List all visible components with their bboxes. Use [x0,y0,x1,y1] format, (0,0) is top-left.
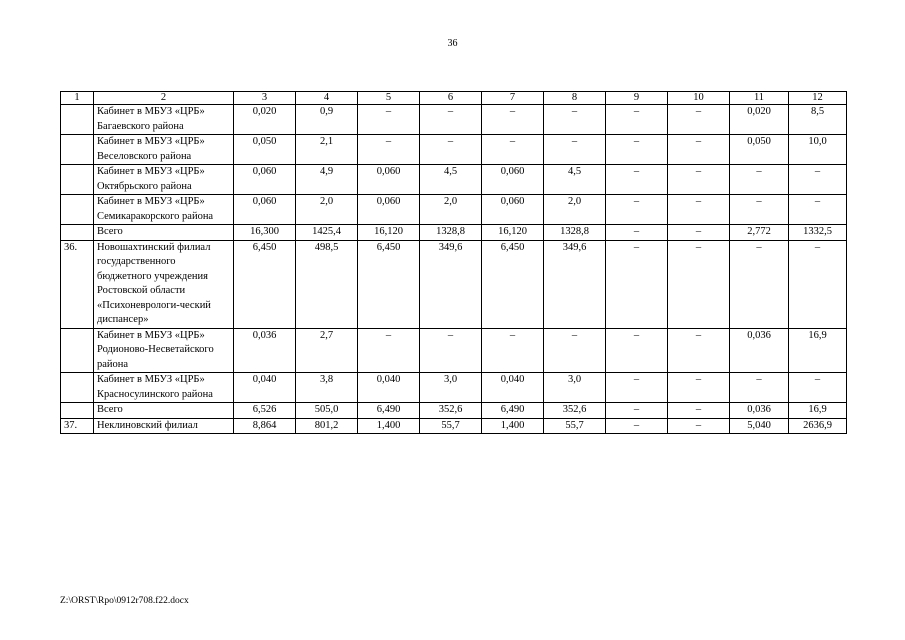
value-cell: – [358,135,420,165]
value-cell: 0,060 [234,195,296,225]
value-cell: 55,7 [420,418,482,434]
row-number-cell [61,195,94,225]
value-cell: 6,526 [234,403,296,419]
header-cell: 2 [94,92,234,105]
value-cell: – [606,195,668,225]
value-cell: – [606,328,668,373]
value-cell: 2,772 [730,225,789,241]
value-cell: – [668,225,730,241]
value-cell: 0,060 [358,195,420,225]
value-cell: – [482,135,544,165]
value-cell: – [358,105,420,135]
table-row [61,403,847,419]
value-cell: – [789,195,847,225]
value-cell: 4,5 [420,165,482,195]
institution-name-cell: Новошахтинский филиал государственного бюджетного учреждения Ростовской области «Психоневрологи-ческий диспансер» [94,240,234,328]
value-cell: – [606,105,668,135]
value-cell: 8,864 [234,418,296,434]
table-row [61,373,847,403]
value-cell: 2,7 [296,328,358,373]
value-cell: 1328,8 [544,225,606,241]
value-cell: 16,300 [234,225,296,241]
header-cell: 3 [234,92,296,105]
header-cell: 5 [358,92,420,105]
value-cell: 4,9 [296,165,358,195]
data-table [60,91,847,434]
value-cell: 0,060 [358,165,420,195]
value-cell: 1425,4 [296,225,358,241]
value-cell: 16,120 [482,225,544,241]
header-cell: 1 [61,92,94,105]
table-row [61,240,847,328]
row-number-cell [61,328,94,373]
value-cell: 6,490 [482,403,544,419]
value-cell: 349,6 [544,240,606,328]
value-cell: – [789,165,847,195]
value-cell: 2,1 [296,135,358,165]
institution-name-cell: Кабинет в МБУЗ «ЦРБ» Родионово-Несветайского района [94,328,234,373]
row-number-cell: 36. [61,240,94,328]
row-number-cell: 37. [61,418,94,434]
value-cell: – [420,105,482,135]
value-cell: 0,020 [234,105,296,135]
table-body [61,92,847,434]
value-cell: – [668,418,730,434]
header-cell: 10 [668,92,730,105]
page-number: 36 [447,38,458,49]
value-cell: 8,5 [789,105,847,135]
value-cell: 352,6 [420,403,482,419]
row-number-cell [61,373,94,403]
institution-name-cell: Всего [94,225,234,241]
value-cell: 6,450 [358,240,420,328]
value-cell: 0,040 [482,373,544,403]
value-cell: 505,0 [296,403,358,419]
header-cell: 4 [296,92,358,105]
value-cell: – [482,105,544,135]
value-cell: – [668,165,730,195]
value-cell: – [606,418,668,434]
table-row [61,105,847,135]
header-cell: 9 [606,92,668,105]
table-row [61,328,847,373]
header-cell: 6 [420,92,482,105]
value-cell: – [730,373,789,403]
institution-name-cell: Неклиновский филиал [94,418,234,434]
value-cell: 0,050 [234,135,296,165]
value-cell: – [668,195,730,225]
value-cell: 352,6 [544,403,606,419]
file-path-footer: Z:\ORST\Rpo\0912r708.f22.docx [60,596,189,606]
value-cell: 1332,5 [789,225,847,241]
value-cell: 1,400 [482,418,544,434]
value-cell: 3,0 [544,373,606,403]
value-cell: 4,5 [544,165,606,195]
value-cell: 5,040 [730,418,789,434]
table-row [61,165,847,195]
value-cell: – [668,240,730,328]
value-cell: 498,5 [296,240,358,328]
value-cell: 0,036 [234,328,296,373]
value-cell: 0,060 [482,165,544,195]
row-number-cell [61,403,94,419]
value-cell: – [606,240,668,328]
value-cell: 1328,8 [420,225,482,241]
row-number-cell [61,165,94,195]
value-cell: 16,9 [789,328,847,373]
value-cell: 0,050 [730,135,789,165]
value-cell: 0,040 [234,373,296,403]
table-row [61,225,847,241]
value-cell: 0,9 [296,105,358,135]
value-cell: – [668,403,730,419]
institution-name-cell: Кабинет в МБУЗ «ЦРБ» Багаевского района [94,105,234,135]
value-cell: – [544,135,606,165]
value-cell: 16,120 [358,225,420,241]
value-cell: – [730,240,789,328]
table-header-row [61,92,847,105]
table-row [61,418,847,434]
value-cell: – [606,225,668,241]
value-cell: 0,060 [482,195,544,225]
value-cell: – [606,403,668,419]
value-cell: 349,6 [420,240,482,328]
value-cell: 2,0 [296,195,358,225]
institution-name-cell: Всего [94,403,234,419]
row-number-cell [61,105,94,135]
value-cell: 801,2 [296,418,358,434]
value-cell: 3,0 [420,373,482,403]
value-cell: – [668,328,730,373]
value-cell: – [420,328,482,373]
value-cell: – [544,105,606,135]
value-cell: – [606,135,668,165]
value-cell: 10,0 [789,135,847,165]
value-cell: – [789,240,847,328]
value-cell: – [668,105,730,135]
value-cell: – [606,165,668,195]
row-number-cell [61,225,94,241]
header-cell: 12 [789,92,847,105]
value-cell: 1,400 [358,418,420,434]
value-cell: 6,490 [358,403,420,419]
value-cell: 2,0 [420,195,482,225]
value-cell: – [358,328,420,373]
value-cell: 2636,9 [789,418,847,434]
value-cell: 6,450 [482,240,544,328]
value-cell: – [730,195,789,225]
header-cell: 7 [482,92,544,105]
value-cell: – [544,328,606,373]
value-cell: 0,020 [730,105,789,135]
table-row [61,195,847,225]
value-cell: – [606,373,668,403]
value-cell: 0,040 [358,373,420,403]
institution-name-cell: Кабинет в МБУЗ «ЦРБ» Веселовского района [94,135,234,165]
institution-name-cell: Кабинет в МБУЗ «ЦРБ» Семикаракорского района [94,195,234,225]
header-cell: 8 [544,92,606,105]
value-cell: 55,7 [544,418,606,434]
value-cell: – [482,328,544,373]
value-cell: – [789,373,847,403]
row-number-cell [61,135,94,165]
institution-name-cell: Кабинет в МБУЗ «ЦРБ» Красносулинского района [94,373,234,403]
value-cell: 0,036 [730,403,789,419]
header-cell: 11 [730,92,789,105]
value-cell: – [668,373,730,403]
value-cell: 0,036 [730,328,789,373]
value-cell: 3,8 [296,373,358,403]
value-cell: 2,0 [544,195,606,225]
value-cell: – [730,165,789,195]
institution-name-cell: Кабинет в МБУЗ «ЦРБ» Октябрьского района [94,165,234,195]
value-cell: 6,450 [234,240,296,328]
value-cell: – [668,135,730,165]
value-cell: 0,060 [234,165,296,195]
value-cell: 16,9 [789,403,847,419]
table-row [61,135,847,165]
value-cell: – [420,135,482,165]
